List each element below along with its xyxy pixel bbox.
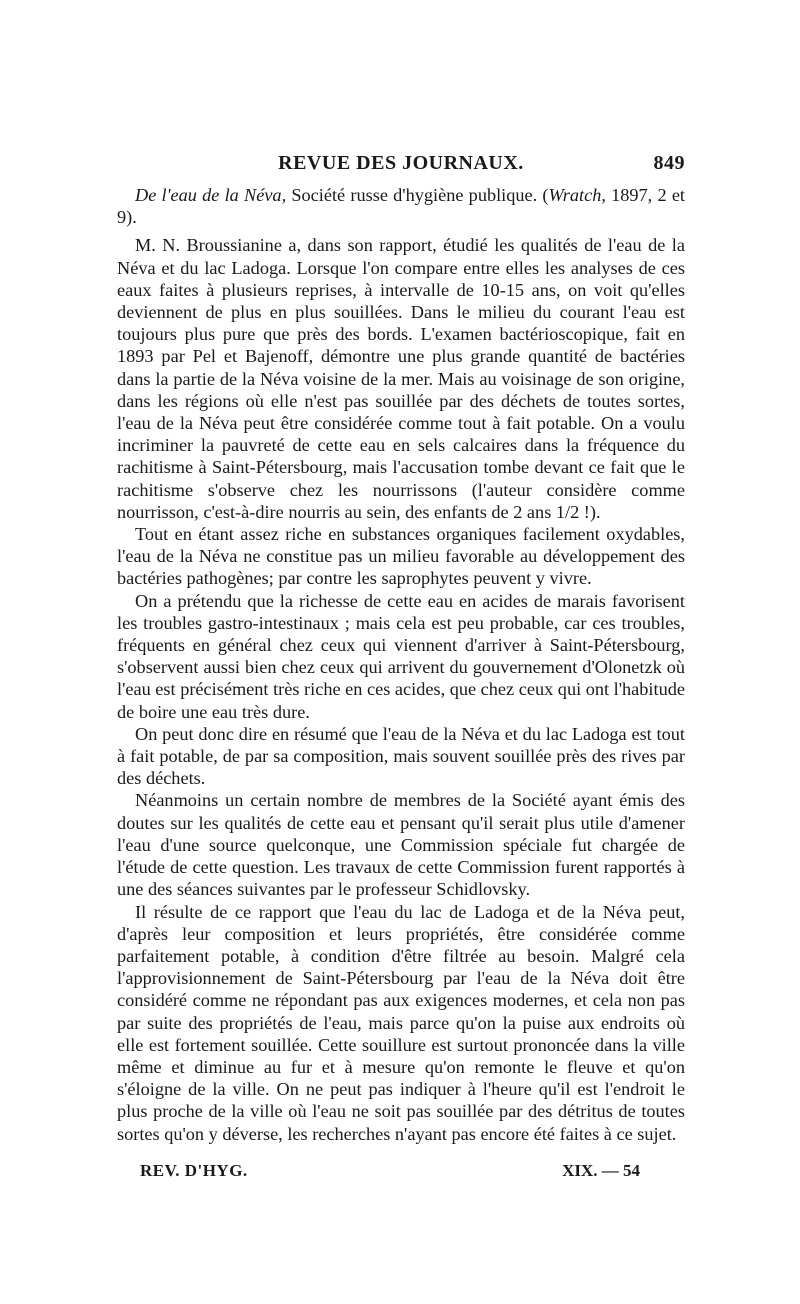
footer-journal-abbrev: REV. D'HYG. <box>140 1161 248 1180</box>
source-date: , 1897, 2 et 9). <box>117 185 686 228</box>
page-footer <box>140 1161 640 1185</box>
source-title: De l'eau de la Néva, <box>135 185 287 205</box>
article-body <box>117 184 685 1145</box>
source-journal: Wratch <box>548 185 602 205</box>
page-header <box>117 152 685 178</box>
paragraph: On a prétendu que la richesse de cette eau en acides de marais favorisent les troubles gastro-intestinaux ; mais cela est peu probable, car ces troubles, fréquents en général chez ceux qui viennent d'arriver à Saint-Pétersbourg, s'observent aussi bien chez ceux qui arrivent du gouvernement d'Olonetzk où l'eau est précisément très riche en ces acides, que chez ceux qui ont l'habitude de boire une eau très dure. <box>117 590 685 722</box>
footer-volume-signature: XIX. — 54 <box>562 1161 640 1180</box>
running-title: REVUE DES JOURNAUX. <box>278 152 524 174</box>
paragraph: Tout en étant assez riche en substances organiques facilement oxydables, l'eau de la Néva ne constitue pas un milieu favorable au développement des bactéries pathogènes; par contre les saprophytes peuvent y vivre. <box>117 524 685 589</box>
paragraph: On peut donc dire en résumé que l'eau de la Néva et du lac Ladoga est tout à fait potable, de par sa composition, mais souvent souillée près des rives par des déchets. <box>117 723 685 789</box>
paragraph: Néanmoins un certain nombre de membres de la Société ayant émis des doutes sur les qualités de cette eau et pensant qu'il serait plus utile d'amener l'eau d'une source quelconque, une Commission spéciale fut chargée de l'étude de cette question. Les travaux de cette Commission furent rapportés à une des séances suivantes par le professeur Schidlovsky. <box>117 790 685 900</box>
paragraph: M. N. Broussianine a, dans son rapport, étudié les qualités de l'eau de la Néva et du lac Ladoga. Lorsque l'on compare entre elles les analyses de ces eaux faites à plusieurs reprises, à intervalle de 10-15 ans, on voit qu'elles deviennent de plus en plus souillées. Dans le milieu du courant l'eau est toujours plus pure que près des bords. L'examen bactérioscopique, fait en 1893 par Pel et Bajenoff, démontre une plus grande quantité de bactéries dans la partie de la Néva voisine de la mer. Mais au voisinage de son origine, dans les régions où elle n'est pas souillée par des déchets de toutes sortes, l'eau de la Néva peut être considérée comme tout à fait potable. On a voulu incriminer la pauvreté de cette eau en sels calcaires dans la fréquence du rachitisme à Saint-Pétersbourg, mais l'accusation tombe devant ce fait que le rachitisme s'observe chez les nourrissons (l'auteur considère comme nourrisson, c'est-à-dire nourris au sein, des enfants de 2 ans 1/2 !). <box>117 235 685 522</box>
source-citation <box>117 184 685 228</box>
source-society: Société russe d'hygiène publique. ( <box>286 185 549 205</box>
paragraph: Il résulte de ce rapport que l'eau du lac de Ladoga et de la Néva peut, d'après leur composition et leurs propriétés, être considérée comme parfaitement potable, à condition d'être filtrée au besoin. Malgré cela l'approvisionnement de Saint-Pétersbourg par l'eau de la Néva doit être considéré comme ne répondant pas aux exigences modernes, et cela non pas par suite des propriétés de l'eau, mais parce qu'on la puise aux endroits où elle est fortement souillée. Cette souillure est surtout prononcée dans la ville même et diminue au fur et à mesure qu'on remonte le fleuve et qu'on s'éloigne de la ville. On ne peut pas indiquer à l'heure qu'il est l'endroit le plus proche de la ville où l'eau ne soit pas souillée par des détritus de toutes sortes qu'on y déverse, les recherches n'ayant pas encore été faites à ce sujet. <box>117 901 685 1144</box>
page-number: 849 <box>653 152 685 174</box>
